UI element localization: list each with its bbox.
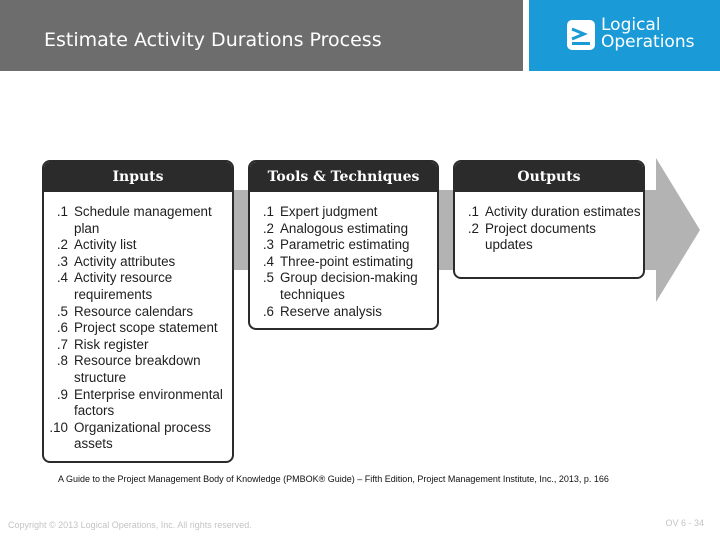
item-number: .1 [262, 204, 274, 219]
outputs-panel [453, 160, 645, 279]
tools-panel [248, 160, 439, 330]
list-item [44, 353, 232, 386]
inputs-header: Inputs [44, 162, 232, 192]
item-text: Activity duration estimates [485, 204, 641, 219]
tools-header: Tools & Techniques [250, 162, 437, 192]
item-text: Resource breakdown structure [74, 353, 201, 385]
logo-line2: Operations [601, 32, 695, 52]
item-text: Expert judgment [280, 204, 378, 219]
item-number: .5 [56, 303, 68, 319]
inputs-list [44, 192, 232, 453]
item-number: .5 [262, 270, 274, 286]
item-text: Enterprise environmental factors [74, 386, 223, 419]
list-item [455, 221, 643, 254]
item-text: Group decision-making techniques [280, 270, 418, 302]
outputs-list [455, 192, 643, 254]
item-text: Activity list [74, 237, 137, 253]
list-item [44, 387, 232, 420]
list-item [44, 304, 232, 321]
item-text: Risk register [74, 336, 149, 352]
item-number: .4 [262, 253, 274, 269]
slide-title: Estimate Activity Durations Process [44, 29, 382, 51]
list-item [250, 204, 437, 221]
list-item [250, 304, 437, 321]
list-item [250, 270, 437, 303]
item-number: .6 [262, 303, 274, 319]
copyright: Copyright © 2013 Logical Operations, Inc. All rights reserved. [8, 520, 252, 530]
item-text: Resource calendars [74, 303, 194, 319]
list-item [44, 254, 232, 271]
logo-line1: Logical [601, 15, 661, 35]
inputs-panel [42, 160, 234, 463]
item-text: Organizational process assets [74, 419, 211, 452]
item-number: .10 [49, 419, 68, 435]
item-number: .1 [56, 204, 68, 219]
tools-list [250, 192, 437, 320]
list-item [250, 254, 437, 271]
item-text: Three-point estimating [280, 253, 414, 269]
list-item [250, 221, 437, 238]
item-text: Project scope statement [74, 320, 218, 336]
item-text: Project documents updates [485, 220, 596, 253]
item-number: .6 [56, 320, 68, 336]
item-number: .2 [56, 237, 68, 253]
item-number: .8 [56, 353, 68, 369]
list-item [44, 337, 232, 354]
outputs-header: Outputs [455, 162, 643, 192]
item-number: .2 [262, 220, 274, 236]
item-number: .2 [467, 220, 479, 236]
citation: A Guide to the Project Management Body of Knowledge (PMBOK® Guide) – Fifth Edition, Project Management Institute, Inc., 2013, p. 166 [58, 474, 609, 484]
list-item [44, 270, 232, 303]
list-item [455, 204, 643, 221]
item-text: Parametric estimating [280, 237, 410, 253]
item-number: .3 [262, 237, 274, 253]
list-item [44, 320, 232, 337]
list-item [44, 420, 232, 453]
item-number: .9 [56, 386, 68, 402]
list-item [250, 237, 437, 254]
list-item [44, 204, 232, 237]
page-number: OV 6 - 34 [665, 518, 704, 528]
item-text: Activity resource requirements [74, 270, 173, 302]
item-number: .4 [56, 270, 68, 286]
item-number: .7 [56, 336, 68, 352]
item-number: .1 [467, 204, 479, 219]
item-text: Reserve analysis [280, 303, 382, 319]
item-text: Analogous estimating [280, 220, 409, 236]
list-item [44, 237, 232, 254]
item-text: Schedule management plan [74, 204, 212, 236]
item-text: Activity attributes [74, 253, 176, 269]
item-number: .3 [56, 253, 68, 269]
